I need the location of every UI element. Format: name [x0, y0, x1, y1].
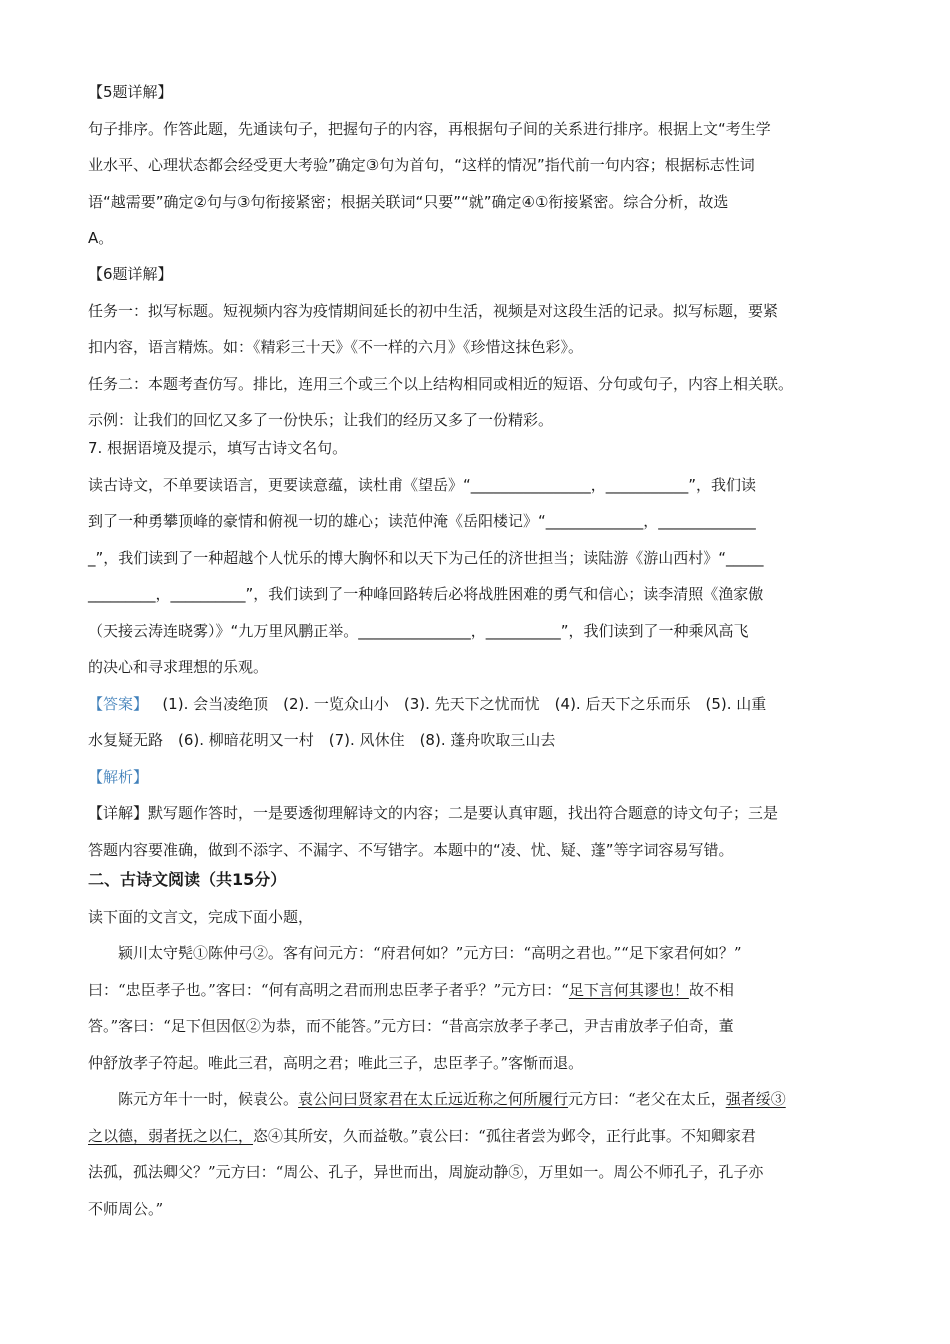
underlined-phrase-3: 之以德，弱者抚之以仁，	[88, 1126, 254, 1145]
q5-line-4: A。	[88, 229, 114, 247]
q6-block	[88, 256, 864, 439]
q5-line-2: 业水平、心理状态都会经受更大考验”确定③句为首句，“这样的情况”指代前一句内容；根据标志性词	[88, 156, 755, 174]
q5-heading: 【5题详解】	[88, 83, 173, 101]
q7-block	[88, 430, 864, 868]
passage-p2-line-1: 陈元方年十一时，候袁公。袁公问曰贤家君在太丘远近称之何所履行元方曰：“老父在太丘，强者绥③	[118, 1090, 786, 1108]
section2-heading: 二、古诗文阅读（共15分）	[88, 870, 287, 889]
analysis-label: 【解析】	[88, 767, 149, 786]
q7-line-3: _”，我们读到了一种超越个人忧乐的博大胸怀和以天下为己任的济世担当；读陆游《游山西村》“_____	[88, 548, 764, 567]
q7-answer-line-1	[88, 686, 864, 723]
answer-label: 【答案】	[88, 694, 149, 713]
section2-block	[88, 862, 864, 1227]
q5-block	[88, 74, 864, 257]
passage-p2-line-3: 法孤，孤法卿父？”元方曰：“周公、孔子，异世而出，周旋动静⑤，万里如一。周公不师孔子，孔子亦	[88, 1163, 764, 1181]
q6-line-4: 示例：让我们的回忆又多了一份快乐；让我们的经历又多了一份精彩。	[88, 411, 554, 429]
q7-line-5: （天接云涛连晓雾）》“九万里风鹏正举。_______________，__________”，我们读到了一种乘风高飞	[88, 621, 749, 640]
passage-p2-line-2: 之以德，弱者抚之以仁，恣④其所安，久而益敬。”袁公曰：“孤往者尝为邺令，正行此事。不知卿家君	[88, 1126, 756, 1145]
q6-heading: 【6题详解】	[88, 265, 173, 283]
q6-line-2: 扣内容，语言精炼。如：《精彩三十天》《不一样的六月》《珍惜这抹色彩》。	[88, 338, 584, 356]
passage-p1-line-1: 颍川太守髡①陈仲弓②。客有问元方：“府君何如？”元方曰：“高明之君也。”“足下家君何如？”	[118, 944, 742, 962]
underlined-sentence: 袁公问曰贤家君在太丘远近称之何所履行	[298, 1090, 569, 1108]
underlined-phrase-2: 强者绥③	[725, 1090, 786, 1108]
q7-detail-line-1: 【详解】默写题作答时，一是要透彻理解诗文的内容；二是要认真审题，找出符合题意的诗文句子；三是	[88, 804, 779, 822]
section2-intro: 读下面的文言文，完成下面小题，	[88, 907, 314, 926]
q5-line-3: 语“越需要”确定②句与③句衔接紧密；根据关联词“只要”“就”确定④①衔接紧密。综合分析，故选	[88, 192, 729, 211]
q7-line-4: _________，__________”，我们读到了一种峰回路转后必将战胜困难的勇气和信心；读李清照《渔家傲	[88, 585, 764, 603]
passage-p1-line-4: 仲舒放孝子符起。唯此三君，高明之君；唯此三子，忠臣孝子。”客惭而退。	[88, 1053, 584, 1072]
passage-p1-line-2: 曰：“忠臣孝子也。”客曰：“何有高明之君而刑忠臣孝子者乎？”元方曰：“足下言何其谬也！故不相	[88, 980, 734, 999]
q7-analysis-label	[88, 759, 864, 796]
answer-text-1: (1). 会当凌绝顶 (2). 一览众山小 (3). 先天下之忧而忧 (4). 后天下之乐而乐 (5). 山重	[162, 694, 767, 713]
q5-line-1: 句子排序。作答此题，先通读句子，把握句子的内容，再根据句子间的关系进行排序。根据上文“考生学	[88, 119, 771, 138]
q7-line-6: 的决心和寻求理想的乐观。	[88, 658, 269, 676]
passage-p2-line-4: 不师周公。”	[88, 1199, 164, 1218]
q7-line-2: 到了一种勇攀顶峰的豪情和俯视一切的雄心；读范仲淹《岳阳楼记》“_____________，_____________	[88, 512, 756, 530]
q6-line-3: 任务二：本题考查仿写。排比，连用三个或三个以上结构相同或相近的短语、分句或句子，内容上相关联。	[88, 374, 794, 393]
q7-answer-line-2: 水复疑无路 (6). 柳暗花明又一村 (7). 风休住 (8). 蓬舟吹取三山去	[88, 731, 556, 749]
q7-line-1: 读古诗文，不单要读语言，更要读意蕴，读杜甫《望岳》“________________，___________”，我们读	[88, 475, 757, 494]
passage-p1-line-3: 答。”客曰：“足下但因伛②为恭，而不能答。”元方曰：“昔高宗放孝子孝己，尹吉甫放孝子伯奇，董	[88, 1017, 734, 1035]
q6-line-1: 任务一：拟写标题。短视频内容为疫情期间延长的初中生活，视频是对这段生活的记录。拟写标题，要紧	[88, 301, 779, 320]
q7-title: 7. 根据语境及提示，填写古诗文名句。	[88, 439, 348, 457]
q7-detail-line-2: 答题内容要准确，做到不添字、不漏字、不写错字。本题中的“凌、忧、疑、蓬”等字词容易写错。	[88, 840, 734, 859]
underlined-phrase: 足下言何其谬也！	[568, 980, 689, 999]
